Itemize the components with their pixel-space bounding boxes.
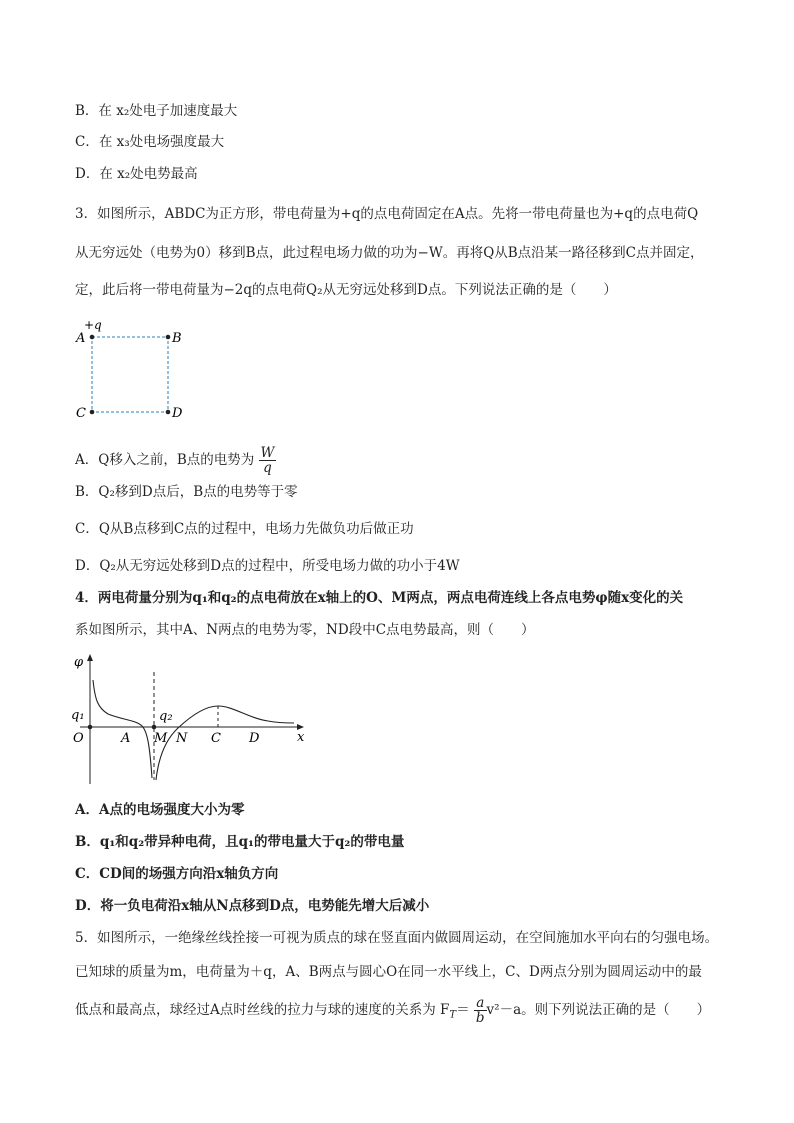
fraction-w-over-q — [259, 446, 277, 475]
q2-option-b: B．在 x₂处电子加速度最大 — [75, 103, 238, 119]
graph-label-c: C — [211, 731, 221, 746]
q4-option-b: B．q₁和q₂带异种电荷，且q₁的带电量大于q₂的带电量 — [75, 834, 405, 850]
graph-label-a: A — [121, 731, 131, 746]
fig-label-b: B — [172, 331, 182, 346]
graph-label-q1: q₁ — [71, 708, 85, 723]
q3-option-a — [75, 446, 276, 475]
q3-stem-line1: 3．如图所示，ABDC为正方形，带电荷量为+q的点电荷固定在A点。先将一带电荷量也为+q的点电荷Q — [75, 206, 699, 222]
fig-label-d: D — [172, 406, 183, 421]
q4-option-a: A．A点的电场强度大小为零 — [75, 802, 245, 818]
graph-label-phi: φ — [74, 655, 84, 670]
graph-label-o: O — [73, 731, 84, 746]
fraction-a-over-b — [474, 996, 487, 1025]
q5-stem-line3 — [75, 996, 710, 1026]
fig-label-c: C — [76, 406, 86, 421]
q4-option-d: D．将一负电荷沿x轴从N点移到D点，电势能先增大后减小 — [75, 898, 430, 914]
q4-potential-graph — [68, 650, 318, 790]
q3-option-c: C．Q从B点移到C点的过程中，电场力先做负功后做正功 — [75, 521, 414, 537]
graph-label-q2: q₂ — [159, 709, 173, 724]
graph-label-n: N — [176, 731, 188, 746]
q3-option-a-text: A．Q移入之前，B点的电势为 — [75, 452, 255, 468]
q3-square-figure — [70, 314, 200, 426]
q5-stem-line1: 5．如图所示，一绝缘丝线拴接一可视为质点的球在竖直面内做圆周运动，在空间施加水平向右的匀强电场。 — [75, 930, 719, 946]
q5-stem-line2: 已知球的质量为m，电荷量为＋q，A、B两点与圆心O在同一水平线上，C、D两点分别为圆周运动中的最 — [75, 964, 702, 980]
fraction-numerator-a: a — [474, 996, 487, 1011]
q2-option-c: C．在 x₃处电场强度最大 — [75, 134, 225, 150]
fig-label-charge: +q — [84, 318, 102, 332]
q2-option-d: D．在 x₂处电势最高 — [75, 166, 198, 182]
q3-stem-line2: 从无穷远处（电势为0）移到B点，此过程电场力做的功为−W。再将Q从B点沿某一路径移到C点并固定， — [75, 245, 704, 261]
fraction-numerator: W — [260, 445, 275, 461]
q4-option-c: C．CD间的场强方向沿x轴负方向 — [75, 866, 279, 882]
q3-option-b: B．Q₂移到D点后，B点的电势等于零 — [75, 484, 298, 500]
q3-option-d: D．Q₂从无穷远处移到D点的过程中，所受电场力做的功小于4W — [75, 558, 460, 574]
q5-stem-line3-tail: v²－a。则下列说法正确的是（ ） — [486, 1002, 711, 1018]
subscript-t: T — [449, 1009, 457, 1021]
graph-label-d: D — [249, 731, 260, 746]
fraction-denominator: q — [263, 460, 272, 476]
graph-label-m: M — [154, 731, 168, 746]
graph-label-x: x — [297, 730, 305, 745]
fig-label-a: A — [76, 331, 86, 346]
q3-stem-line3: 定，此后将一带电荷量为−2q的点电荷Q₂从无穷远处移到D点。下列说法正确的是（ ） — [75, 282, 617, 298]
q4-stem-line1: 4．两电荷量分别为q₁和q₂的点电荷放在x轴上的O、M两点，两点电荷连线上各点电势φ随x变化的关 — [75, 590, 684, 606]
q4-stem-line2: 系如图所示，其中A、N两点的电势为零，ND段中C点电势最高，则（ ） — [75, 622, 535, 638]
q5-stem-line3-text: 低点和最高点，球经过A点时丝线的拉力与球的速度的关系为 F — [75, 1002, 450, 1018]
equals-sign: ＝ — [456, 1002, 470, 1018]
fraction-denominator-b: b — [475, 1010, 485, 1026]
